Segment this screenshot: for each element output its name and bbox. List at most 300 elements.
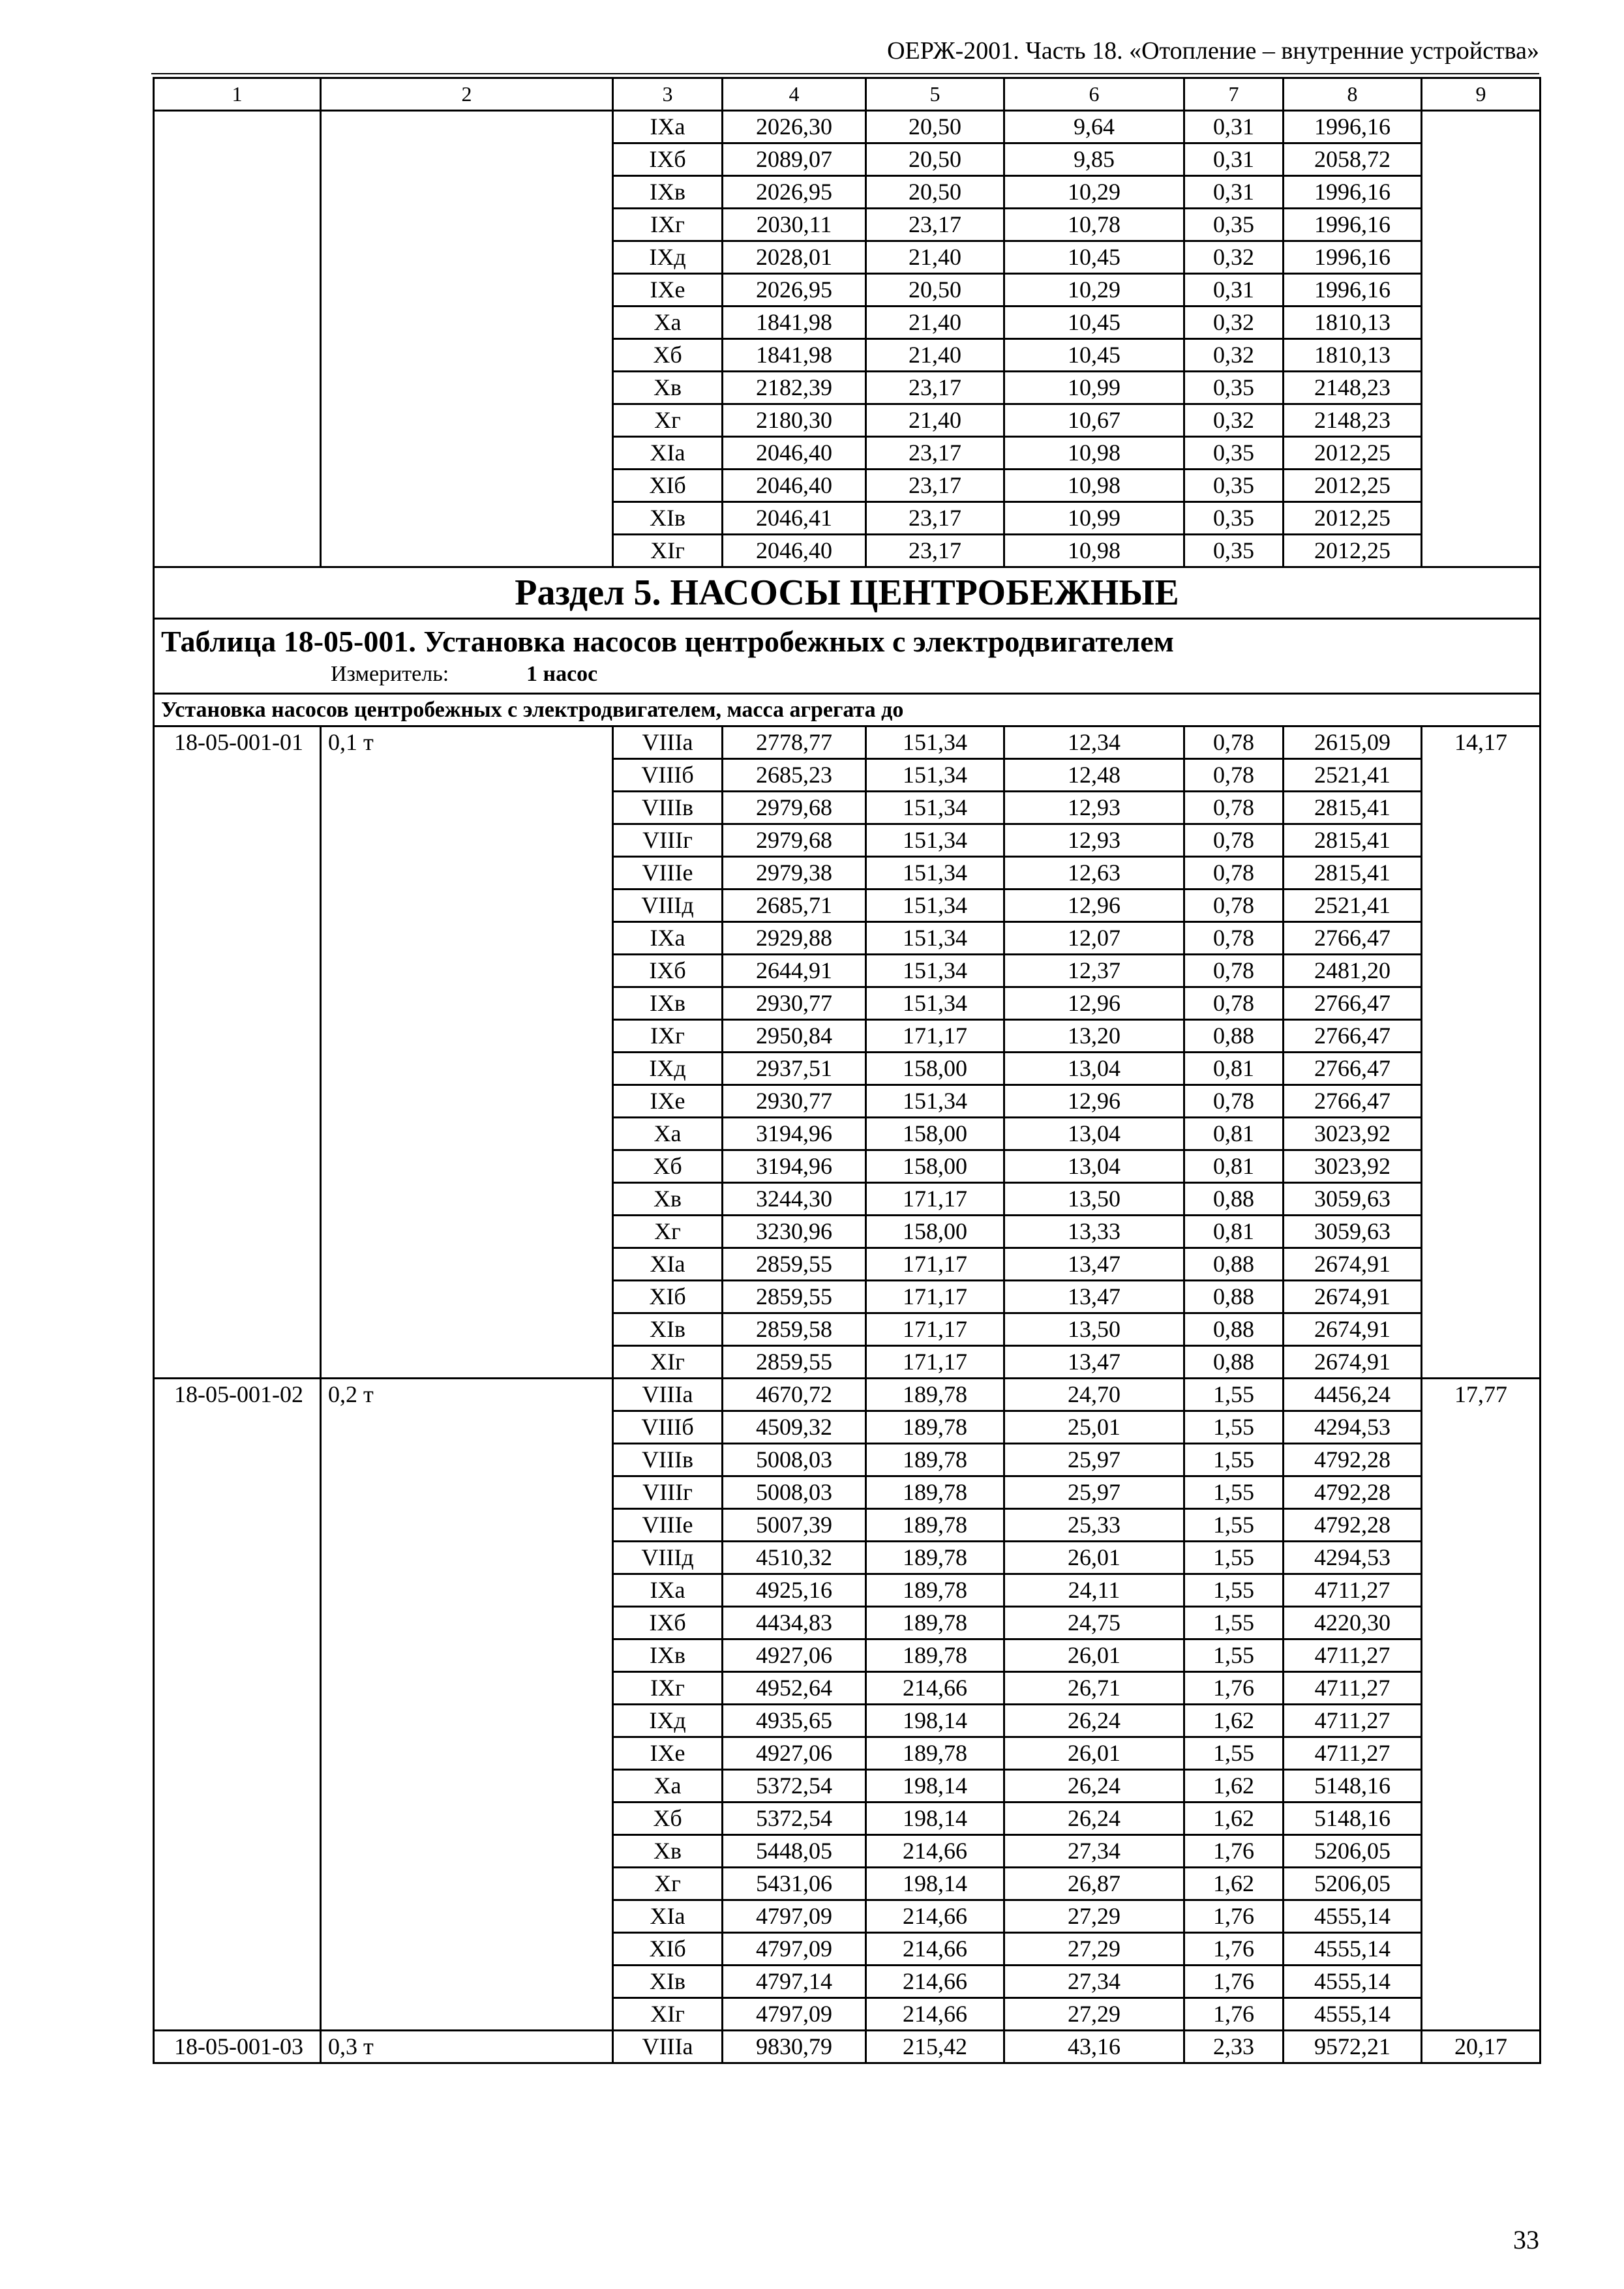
value-cell: 2859,58 bbox=[723, 1313, 866, 1346]
value-cell: 171,17 bbox=[866, 1020, 1004, 1053]
value-cell: IXг bbox=[613, 1672, 723, 1705]
value-cell: 3194,96 bbox=[723, 1150, 866, 1183]
meter-label: Измеритель: bbox=[331, 662, 449, 686]
value-cell: VIIIе bbox=[613, 857, 723, 890]
value-cell: 2674,91 bbox=[1284, 1313, 1422, 1346]
value-cell: 1,76 bbox=[1184, 1966, 1284, 1998]
value-cell: 5431,06 bbox=[723, 1868, 866, 1900]
value-cell: XIв bbox=[613, 1966, 723, 1998]
value-cell: 13,50 bbox=[1004, 1183, 1184, 1216]
value-cell: 2778,77 bbox=[723, 726, 866, 759]
value-cell: 27,34 bbox=[1004, 1966, 1184, 1998]
value-cell: 2028,01 bbox=[723, 241, 866, 274]
code-cell: 18-05-001-02 bbox=[154, 1379, 321, 2031]
value-cell: 158,00 bbox=[866, 1150, 1004, 1183]
value-cell: 5206,05 bbox=[1284, 1868, 1422, 1900]
value-cell: 214,66 bbox=[866, 1672, 1004, 1705]
value-cell: 2815,41 bbox=[1284, 824, 1422, 857]
value-cell: 1996,16 bbox=[1284, 209, 1422, 241]
mass-cell: 0,3 т bbox=[321, 2031, 613, 2063]
value-cell: 4935,65 bbox=[723, 1705, 866, 1737]
value-cell: 214,66 bbox=[866, 1933, 1004, 1966]
value-cell: 2148,23 bbox=[1284, 404, 1422, 437]
column-number-cell: 2 bbox=[321, 78, 613, 111]
value-cell: 0,78 bbox=[1184, 922, 1284, 955]
value-cell: 21,40 bbox=[866, 339, 1004, 372]
section-title: Раздел 5. НАСОСЫ ЦЕНТРОБЕЖНЫЕ bbox=[154, 567, 1541, 619]
value-cell: 0,35 bbox=[1184, 470, 1284, 502]
value-cell: 26,71 bbox=[1004, 1672, 1184, 1705]
value-cell: 4797,09 bbox=[723, 1900, 866, 1933]
table-title: Таблица 18-05-001. Установка насосов центробежных с электродвигателем bbox=[161, 625, 1174, 658]
value-cell: 23,17 bbox=[866, 372, 1004, 404]
meter-line bbox=[161, 660, 1533, 689]
mass-cell: 0,1 т bbox=[321, 726, 613, 1379]
value-cell: 1,55 bbox=[1184, 1607, 1284, 1639]
value-cell: 171,17 bbox=[866, 1346, 1004, 1379]
value-cell: VIIIб bbox=[613, 1411, 723, 1444]
value-cell: IXв bbox=[613, 987, 723, 1020]
value-cell: 5008,03 bbox=[723, 1476, 866, 1509]
value-cell: 2930,77 bbox=[723, 987, 866, 1020]
value-cell: 0,81 bbox=[1184, 1150, 1284, 1183]
value-cell: 26,24 bbox=[1004, 1803, 1184, 1835]
value-cell: 189,78 bbox=[866, 1476, 1004, 1509]
value-cell: 0,31 bbox=[1184, 274, 1284, 307]
value-cell: 198,14 bbox=[866, 1705, 1004, 1737]
value-cell: 24,75 bbox=[1004, 1607, 1184, 1639]
value-cell: 9830,79 bbox=[723, 2031, 866, 2063]
value-cell: 2859,55 bbox=[723, 1248, 866, 1281]
value-cell: 10,98 bbox=[1004, 470, 1184, 502]
value-cell: 2674,91 bbox=[1284, 1281, 1422, 1313]
value-cell: 0,81 bbox=[1184, 1216, 1284, 1248]
value-cell: 151,34 bbox=[866, 857, 1004, 890]
value-cell: 4952,64 bbox=[723, 1672, 866, 1705]
value-cell: XIб bbox=[613, 1933, 723, 1966]
value-cell: 2766,47 bbox=[1284, 1053, 1422, 1085]
value-cell: 0,31 bbox=[1184, 176, 1284, 209]
value-cell: 12,48 bbox=[1004, 759, 1184, 792]
value-cell: VIIIг bbox=[613, 824, 723, 857]
value-cell: 1,55 bbox=[1184, 1574, 1284, 1607]
value-cell: 10,29 bbox=[1004, 274, 1184, 307]
value-cell: VIIIд bbox=[613, 890, 723, 922]
value-cell: 24,11 bbox=[1004, 1574, 1184, 1607]
value-cell: 27,34 bbox=[1004, 1835, 1184, 1868]
value-cell: 4797,14 bbox=[723, 1966, 866, 1998]
value-cell: 27,29 bbox=[1004, 1900, 1184, 1933]
value-cell: 151,34 bbox=[866, 759, 1004, 792]
value-cell: 20,50 bbox=[866, 176, 1004, 209]
value-cell: 2930,77 bbox=[723, 1085, 866, 1118]
value-cell: 4925,16 bbox=[723, 1574, 866, 1607]
value-cell: IXб bbox=[613, 955, 723, 987]
value-cell: XIб bbox=[613, 1281, 723, 1313]
value-cell: 0,78 bbox=[1184, 824, 1284, 857]
group-description-row bbox=[154, 694, 1541, 726]
value-cell: 10,99 bbox=[1004, 372, 1184, 404]
value-cell: IXг bbox=[613, 209, 723, 241]
column-number-cell: 6 bbox=[1004, 78, 1184, 111]
value-cell: 27,29 bbox=[1004, 1933, 1184, 1966]
value-cell: 4792,28 bbox=[1284, 1444, 1422, 1476]
column-number-cell: 5 bbox=[866, 78, 1004, 111]
value-cell: IXд bbox=[613, 241, 723, 274]
value-cell: 0,81 bbox=[1184, 1118, 1284, 1150]
value-cell: 3059,63 bbox=[1284, 1183, 1422, 1216]
value-cell: 0,88 bbox=[1184, 1313, 1284, 1346]
value-cell: 0,81 bbox=[1184, 1053, 1284, 1085]
value-cell: 20,50 bbox=[866, 111, 1004, 143]
value-cell: 0,31 bbox=[1184, 111, 1284, 143]
value-cell: 151,34 bbox=[866, 890, 1004, 922]
value-cell: 158,00 bbox=[866, 1118, 1004, 1150]
value-cell: 1841,98 bbox=[723, 307, 866, 339]
value-cell: 2615,09 bbox=[1284, 726, 1422, 759]
value-cell: Xв bbox=[613, 1835, 723, 1868]
value-cell: 4456,24 bbox=[1284, 1379, 1422, 1411]
value-cell: 214,66 bbox=[866, 1835, 1004, 1868]
value-cell: IXа bbox=[613, 1574, 723, 1607]
value-cell: 12,96 bbox=[1004, 890, 1184, 922]
value-cell: 1,55 bbox=[1184, 1639, 1284, 1672]
value-cell: 0,78 bbox=[1184, 955, 1284, 987]
value-cell: IXб bbox=[613, 1607, 723, 1639]
value-cell: Xа bbox=[613, 307, 723, 339]
value-cell: 10,45 bbox=[1004, 307, 1184, 339]
value-cell: 2766,47 bbox=[1284, 922, 1422, 955]
value-cell: 25,01 bbox=[1004, 1411, 1184, 1444]
value-cell: 215,42 bbox=[866, 2031, 1004, 2063]
col9-cell bbox=[1422, 111, 1541, 567]
value-cell: 4555,14 bbox=[1284, 1933, 1422, 1966]
value-cell: 2012,25 bbox=[1284, 470, 1422, 502]
value-cell: 189,78 bbox=[866, 1574, 1004, 1607]
value-cell: IXб bbox=[613, 143, 723, 176]
value-cell: 26,24 bbox=[1004, 1770, 1184, 1803]
value-cell: 158,00 bbox=[866, 1216, 1004, 1248]
value-cell: 10,98 bbox=[1004, 437, 1184, 470]
value-cell: 12,96 bbox=[1004, 1085, 1184, 1118]
value-cell: VIIIа bbox=[613, 1379, 723, 1411]
value-cell: 2058,72 bbox=[1284, 143, 1422, 176]
value-cell: 4711,27 bbox=[1284, 1672, 1422, 1705]
value-cell: 2521,41 bbox=[1284, 890, 1422, 922]
value-cell: 189,78 bbox=[866, 1379, 1004, 1411]
value-cell: 23,17 bbox=[866, 209, 1004, 241]
value-cell: 171,17 bbox=[866, 1183, 1004, 1216]
value-cell: 0,35 bbox=[1184, 502, 1284, 535]
value-cell: 12,93 bbox=[1004, 792, 1184, 824]
value-cell: 198,14 bbox=[866, 1803, 1004, 1835]
value-cell: 151,34 bbox=[866, 1085, 1004, 1118]
value-cell: 171,17 bbox=[866, 1281, 1004, 1313]
value-cell: 214,66 bbox=[866, 1966, 1004, 1998]
value-cell: 9,64 bbox=[1004, 111, 1184, 143]
value-cell: 3194,96 bbox=[723, 1118, 866, 1150]
value-cell: 4670,72 bbox=[723, 1379, 866, 1411]
value-cell: 189,78 bbox=[866, 1444, 1004, 1476]
value-cell: Xа bbox=[613, 1118, 723, 1150]
value-cell: 4797,09 bbox=[723, 1933, 866, 1966]
value-cell: 189,78 bbox=[866, 1639, 1004, 1672]
value-cell: VIIIг bbox=[613, 1476, 723, 1509]
value-cell: 2481,20 bbox=[1284, 955, 1422, 987]
value-cell: 151,34 bbox=[866, 987, 1004, 1020]
value-cell: 0,88 bbox=[1184, 1248, 1284, 1281]
value-cell: 21,40 bbox=[866, 307, 1004, 339]
col9-cell: 14,17 bbox=[1422, 726, 1541, 1379]
value-cell: 3023,92 bbox=[1284, 1118, 1422, 1150]
value-cell: 13,20 bbox=[1004, 1020, 1184, 1053]
value-cell: 10,45 bbox=[1004, 339, 1184, 372]
value-cell: 12,34 bbox=[1004, 726, 1184, 759]
value-cell: 151,34 bbox=[866, 792, 1004, 824]
value-cell: 1,55 bbox=[1184, 1542, 1284, 1574]
value-cell: 1996,16 bbox=[1284, 274, 1422, 307]
value-cell: Xг bbox=[613, 1868, 723, 1900]
value-cell: IXд bbox=[613, 1705, 723, 1737]
value-cell: 1,62 bbox=[1184, 1705, 1284, 1737]
value-cell: 2,33 bbox=[1184, 2031, 1284, 2063]
header-rule bbox=[151, 73, 1539, 74]
value-cell: VIIIа bbox=[613, 726, 723, 759]
value-cell: 189,78 bbox=[866, 1607, 1004, 1639]
value-cell: 26,01 bbox=[1004, 1737, 1184, 1770]
value-cell: 1996,16 bbox=[1284, 176, 1422, 209]
value-cell: IXд bbox=[613, 1053, 723, 1085]
value-cell: 0,78 bbox=[1184, 726, 1284, 759]
value-cell: 1,55 bbox=[1184, 1509, 1284, 1542]
value-cell: XIв bbox=[613, 502, 723, 535]
value-cell: 4792,28 bbox=[1284, 1476, 1422, 1509]
value-cell: XIб bbox=[613, 470, 723, 502]
value-cell: 5148,16 bbox=[1284, 1803, 1422, 1835]
value-cell: Xг bbox=[613, 404, 723, 437]
value-cell: 4927,06 bbox=[723, 1639, 866, 1672]
value-cell: Xб bbox=[613, 339, 723, 372]
value-cell: 2674,91 bbox=[1284, 1248, 1422, 1281]
value-cell: 25,97 bbox=[1004, 1476, 1184, 1509]
mass-cell bbox=[321, 111, 613, 567]
value-cell: 9,85 bbox=[1004, 143, 1184, 176]
value-cell: 2012,25 bbox=[1284, 437, 1422, 470]
value-cell: 5448,05 bbox=[723, 1835, 866, 1868]
value-cell: 26,24 bbox=[1004, 1705, 1184, 1737]
value-cell: 5007,39 bbox=[723, 1509, 866, 1542]
value-cell: IXе bbox=[613, 274, 723, 307]
group-description: Установка насосов центробежных с электродвигателем, масса агрегата до bbox=[154, 694, 1541, 726]
meter-value: 1 насос bbox=[526, 662, 598, 686]
value-cell: 2046,41 bbox=[723, 502, 866, 535]
value-cell: 4711,27 bbox=[1284, 1574, 1422, 1607]
value-cell: 25,97 bbox=[1004, 1444, 1184, 1476]
value-cell: 0,32 bbox=[1184, 404, 1284, 437]
value-cell: 10,99 bbox=[1004, 502, 1184, 535]
value-cell: 1,55 bbox=[1184, 1379, 1284, 1411]
value-cell: 13,04 bbox=[1004, 1053, 1184, 1085]
value-cell: 1,76 bbox=[1184, 1998, 1284, 2031]
value-cell: IXе bbox=[613, 1737, 723, 1770]
value-cell: XIа bbox=[613, 1900, 723, 1933]
value-cell: 0,78 bbox=[1184, 792, 1284, 824]
value-cell: 0,78 bbox=[1184, 1085, 1284, 1118]
mass-cell: 0,2 т bbox=[321, 1379, 613, 2031]
value-cell: 2180,30 bbox=[723, 404, 866, 437]
value-cell: 25,33 bbox=[1004, 1509, 1184, 1542]
value-cell: 4711,27 bbox=[1284, 1705, 1422, 1737]
value-cell: IXв bbox=[613, 1639, 723, 1672]
value-cell: 13,47 bbox=[1004, 1281, 1184, 1313]
value-cell: 12,93 bbox=[1004, 824, 1184, 857]
value-cell: 10,45 bbox=[1004, 241, 1184, 274]
column-number-cell: 1 bbox=[154, 78, 321, 111]
value-cell: 1,55 bbox=[1184, 1444, 1284, 1476]
value-cell: 2089,07 bbox=[723, 143, 866, 176]
value-cell: 10,98 bbox=[1004, 535, 1184, 567]
value-cell: 23,17 bbox=[866, 535, 1004, 567]
value-cell: VIIIб bbox=[613, 759, 723, 792]
value-cell: 1,55 bbox=[1184, 1737, 1284, 1770]
value-cell: 189,78 bbox=[866, 1737, 1004, 1770]
value-cell: 20,50 bbox=[866, 274, 1004, 307]
value-cell: 2674,91 bbox=[1284, 1346, 1422, 1379]
value-cell: 0,78 bbox=[1184, 857, 1284, 890]
value-cell: 4711,27 bbox=[1284, 1639, 1422, 1672]
value-cell: IXа bbox=[613, 111, 723, 143]
value-cell: 3244,30 bbox=[723, 1183, 866, 1216]
column-number-cell: 3 bbox=[613, 78, 723, 111]
value-cell: XIв bbox=[613, 1313, 723, 1346]
table-row bbox=[154, 2031, 1541, 2063]
value-cell: XIг bbox=[613, 535, 723, 567]
column-number-row bbox=[154, 78, 1541, 111]
value-cell: 0,78 bbox=[1184, 987, 1284, 1020]
column-number-cell: 7 bbox=[1184, 78, 1284, 111]
value-cell: 5008,03 bbox=[723, 1444, 866, 1476]
value-cell: 0,88 bbox=[1184, 1183, 1284, 1216]
code-cell bbox=[154, 111, 321, 567]
value-cell: 1,62 bbox=[1184, 1770, 1284, 1803]
value-cell: 2766,47 bbox=[1284, 987, 1422, 1020]
value-cell: 4509,32 bbox=[723, 1411, 866, 1444]
value-cell: 1841,98 bbox=[723, 339, 866, 372]
col9-cell: 20,17 bbox=[1422, 2031, 1541, 2063]
value-cell: 3230,96 bbox=[723, 1216, 866, 1248]
value-cell: 214,66 bbox=[866, 1900, 1004, 1933]
value-cell: 2026,95 bbox=[723, 176, 866, 209]
section-row bbox=[154, 567, 1541, 619]
column-number-cell: 9 bbox=[1422, 78, 1541, 111]
value-cell: 1,76 bbox=[1184, 1933, 1284, 1966]
value-cell: XIа bbox=[613, 437, 723, 470]
value-cell: 4220,30 bbox=[1284, 1607, 1422, 1639]
value-cell: 0,32 bbox=[1184, 241, 1284, 274]
value-cell: 2950,84 bbox=[723, 1020, 866, 1053]
value-cell: 5372,54 bbox=[723, 1803, 866, 1835]
value-cell: 0,32 bbox=[1184, 307, 1284, 339]
value-cell: 4927,06 bbox=[723, 1737, 866, 1770]
value-cell: 12,96 bbox=[1004, 987, 1184, 1020]
value-cell: 26,01 bbox=[1004, 1542, 1184, 1574]
column-number-cell: 4 bbox=[723, 78, 866, 111]
value-cell: 4434,83 bbox=[723, 1607, 866, 1639]
value-cell: 3023,92 bbox=[1284, 1150, 1422, 1183]
table-row bbox=[154, 726, 1541, 759]
value-cell: Xб bbox=[613, 1150, 723, 1183]
value-cell: 1996,16 bbox=[1284, 241, 1422, 274]
value-cell: 1,76 bbox=[1184, 1835, 1284, 1868]
value-cell: Xв bbox=[613, 372, 723, 404]
value-cell: 4555,14 bbox=[1284, 1900, 1422, 1933]
value-cell: 5372,54 bbox=[723, 1770, 866, 1803]
page-number: 33 bbox=[1513, 2225, 1539, 2254]
value-cell: 2026,95 bbox=[723, 274, 866, 307]
value-cell: 2979,68 bbox=[723, 824, 866, 857]
value-cell: 20,50 bbox=[866, 143, 1004, 176]
value-cell: 171,17 bbox=[866, 1313, 1004, 1346]
value-cell: 10,67 bbox=[1004, 404, 1184, 437]
value-cell: 1,55 bbox=[1184, 1476, 1284, 1509]
value-cell: 2815,41 bbox=[1284, 792, 1422, 824]
value-cell: 1,55 bbox=[1184, 1411, 1284, 1444]
table-row bbox=[154, 111, 1541, 143]
value-cell: 2766,47 bbox=[1284, 1085, 1422, 1118]
value-cell: VIIIд bbox=[613, 1542, 723, 1574]
value-cell: 0,35 bbox=[1184, 437, 1284, 470]
code-cell: 18-05-001-01 bbox=[154, 726, 321, 1379]
value-cell: XIг bbox=[613, 1998, 723, 2031]
value-cell: 4792,28 bbox=[1284, 1509, 1422, 1542]
value-cell: 1996,16 bbox=[1284, 111, 1422, 143]
value-cell: 0,78 bbox=[1184, 890, 1284, 922]
value-cell: 2815,41 bbox=[1284, 857, 1422, 890]
value-cell: 2012,25 bbox=[1284, 535, 1422, 567]
value-cell: 12,07 bbox=[1004, 922, 1184, 955]
value-cell: 23,17 bbox=[866, 502, 1004, 535]
value-cell: 1,62 bbox=[1184, 1868, 1284, 1900]
value-cell: 26,01 bbox=[1004, 1639, 1184, 1672]
value-cell: 198,14 bbox=[866, 1868, 1004, 1900]
value-cell: 2937,51 bbox=[723, 1053, 866, 1085]
value-cell: 0,88 bbox=[1184, 1281, 1284, 1313]
value-cell: 2685,71 bbox=[723, 890, 866, 922]
value-cell: 158,00 bbox=[866, 1053, 1004, 1085]
value-cell: IXв bbox=[613, 176, 723, 209]
value-cell: IXа bbox=[613, 922, 723, 955]
value-cell: 2182,39 bbox=[723, 372, 866, 404]
value-cell: 2046,40 bbox=[723, 470, 866, 502]
value-cell: 1,76 bbox=[1184, 1672, 1284, 1705]
value-cell: 2644,91 bbox=[723, 955, 866, 987]
value-cell: 4555,14 bbox=[1284, 1998, 1422, 2031]
value-cell: 4711,27 bbox=[1284, 1737, 1422, 1770]
value-cell: 151,34 bbox=[866, 955, 1004, 987]
value-cell: 214,66 bbox=[866, 1998, 1004, 2031]
value-cell: 13,04 bbox=[1004, 1118, 1184, 1150]
value-cell: 3059,63 bbox=[1284, 1216, 1422, 1248]
value-cell: 2859,55 bbox=[723, 1281, 866, 1313]
table-title-row bbox=[154, 619, 1541, 694]
value-cell: Xг bbox=[613, 1216, 723, 1248]
value-cell: XIг bbox=[613, 1346, 723, 1379]
page-header-title: ОЕРЖ-2001. Часть 18. «Отопление – внутренние устройства» bbox=[887, 37, 1539, 65]
value-cell: 26,87 bbox=[1004, 1868, 1184, 1900]
value-cell: 23,17 bbox=[866, 437, 1004, 470]
rates-table bbox=[153, 77, 1541, 2064]
value-cell: Xв bbox=[613, 1183, 723, 1216]
